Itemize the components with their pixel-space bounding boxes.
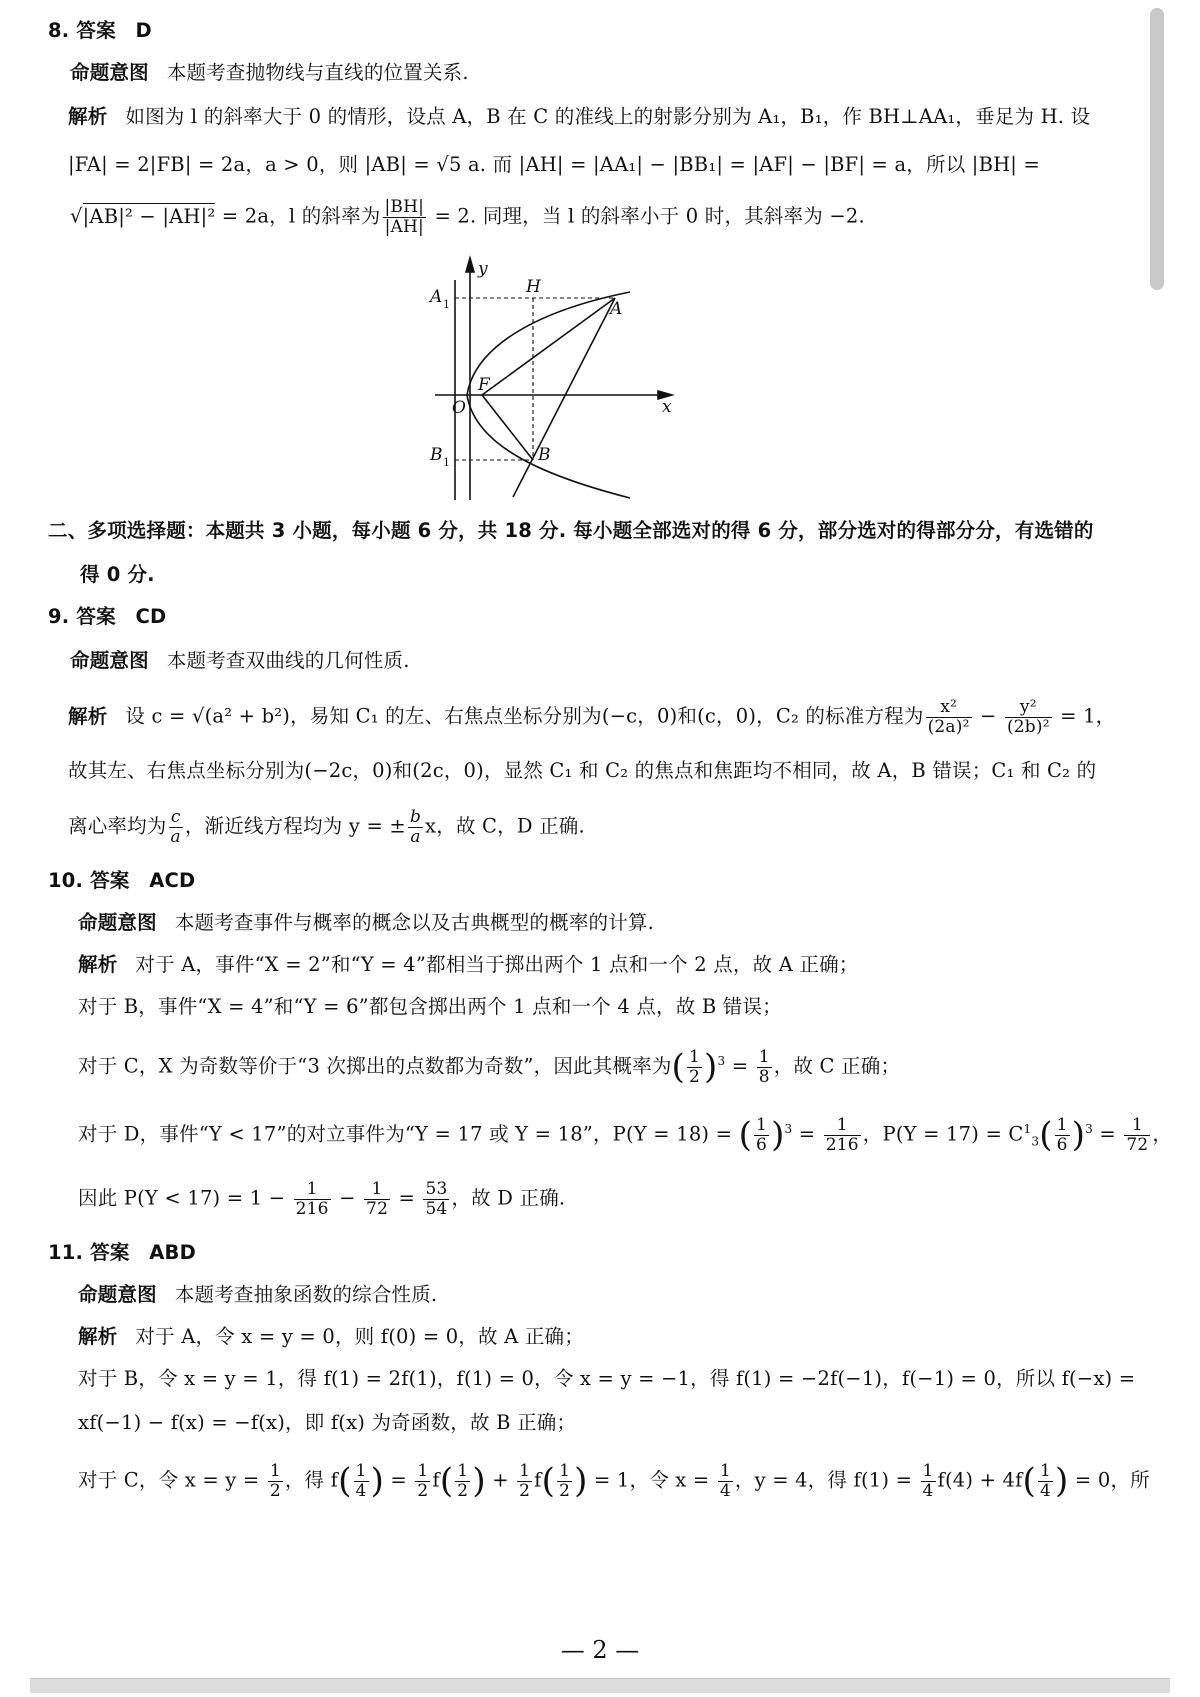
label-H: H xyxy=(526,277,541,297)
fraction xyxy=(757,1048,772,1086)
text: + xyxy=(485,1468,516,1492)
fraction xyxy=(1124,1116,1150,1154)
q10-line4 xyxy=(78,1114,1172,1156)
numerator: 1 xyxy=(519,1461,531,1481)
text: ，故 C 正确； xyxy=(773,1054,901,1078)
q8-answer: 8. 答案 D xyxy=(48,19,152,42)
fraction xyxy=(1055,1116,1070,1154)
text: 离心率均为 xyxy=(68,814,167,838)
fraction xyxy=(926,698,972,736)
text: − xyxy=(973,704,1003,728)
numerator: 1 xyxy=(1124,1116,1150,1136)
section2-heading-line2: 得 0 分. xyxy=(80,563,155,586)
text: ，故 D 正确. xyxy=(451,1186,566,1210)
segment-FA xyxy=(482,298,615,395)
numerator: c xyxy=(169,808,183,828)
q10-intent xyxy=(78,908,654,938)
q8-intent xyxy=(70,58,469,88)
text: 对于 A，事件“X = 2”和“Y = 4”都相当于掷出两个 1 点和一个 2 点，故 A 正确； xyxy=(135,953,859,976)
denominator: 2 xyxy=(269,1480,281,1501)
denominator: 2 xyxy=(559,1480,571,1501)
intent-label: 命题意图 xyxy=(78,1283,157,1306)
q9-line3 xyxy=(68,808,585,846)
text: f xyxy=(534,1468,542,1492)
label-B1-sub: 1 xyxy=(443,456,450,469)
denominator: 4 xyxy=(355,1480,367,1501)
text: 对于 A，令 x = y = 0，则 f(0) = 0，故 A 正确； xyxy=(135,1325,584,1348)
denominator: 216 xyxy=(295,1198,329,1219)
numerator: 1 xyxy=(417,1461,429,1481)
denominator: 4 xyxy=(922,1480,934,1501)
text: = 1， xyxy=(1053,704,1116,728)
label-B: B xyxy=(538,445,551,465)
paren-close: ) xyxy=(370,1461,385,1502)
numerator: 1 xyxy=(758,1046,770,1067)
numerator: 1 xyxy=(719,1461,731,1481)
text: 对于 D，事件“Y < 17”的对立事件为“Y = 17 或 Y = 18”，P(Y = 18) = xyxy=(78,1122,739,1146)
fraction xyxy=(268,1462,283,1500)
q9-line2: 故其左、右焦点坐标分别为(−2c，0)和(2c，0)，显然 C₁ 和 C₂ 的焦点和焦距均不相同，故 A，B 错误；C₁ 和 C₂ 的 xyxy=(68,759,1097,782)
q10-line1 xyxy=(78,950,859,980)
numerator: |BH| xyxy=(384,197,425,217)
fraction xyxy=(169,808,183,846)
fraction xyxy=(364,1180,390,1218)
intent-text: 本题考查事件与概率的概念以及古典概型的概率的计算. xyxy=(174,911,655,934)
exponent: 3 xyxy=(1085,1122,1094,1136)
text: ，得 f xyxy=(284,1468,339,1492)
denominator: 2 xyxy=(457,1480,469,1501)
line-l xyxy=(513,298,615,497)
analysis-label: 解析 xyxy=(78,1325,118,1348)
text: ，P(Y = 17) = C xyxy=(862,1122,1024,1146)
fraction xyxy=(408,808,423,846)
text: ，渐近线方程均为 y = ± xyxy=(184,814,406,838)
label-A1: A xyxy=(430,287,443,307)
denominator: 4 xyxy=(1040,1480,1052,1501)
q10-line3 xyxy=(78,1046,900,1086)
fraction xyxy=(455,1462,470,1500)
denominator: 2 xyxy=(417,1480,429,1501)
text: = xyxy=(392,1186,422,1210)
paren-open: ( xyxy=(1039,1115,1053,1155)
fraction xyxy=(1038,1462,1053,1500)
numerator: 1 xyxy=(457,1461,469,1481)
vertical-scrollbar-thumb[interactable] xyxy=(1150,8,1164,290)
denominator: 4 xyxy=(719,1480,731,1501)
text: f(4) + 4f xyxy=(937,1468,1023,1492)
fraction xyxy=(687,1048,702,1086)
fraction xyxy=(754,1116,769,1154)
q10-line2: 对于 B，事件“X = 4”和“Y = 6”都包含掷出两个 1 点和一个 4 点，故 B 错误； xyxy=(78,995,782,1018)
denominator: a xyxy=(410,826,421,847)
numerator: 1 xyxy=(1040,1461,1052,1481)
text: = 2a，l 的斜率为 xyxy=(215,204,381,228)
text: = 1，令 x = xyxy=(587,1468,716,1492)
text: = xyxy=(725,1054,755,1078)
label-x: x xyxy=(662,397,672,417)
q9-answer: 9. 答案 CD xyxy=(48,605,167,628)
label-F: F xyxy=(478,375,490,395)
analysis-label: 解析 xyxy=(68,105,108,128)
y-axis-arrow xyxy=(466,258,474,272)
text: ，y = 4，得 f(1) = xyxy=(734,1468,919,1492)
denominator: (2a)² xyxy=(927,716,970,737)
fraction xyxy=(1005,698,1052,736)
paren-open: ( xyxy=(671,1047,686,1087)
q11-line4 xyxy=(78,1462,1150,1500)
radicand: |AB|² − |AH|² xyxy=(82,204,216,228)
q9-intent xyxy=(70,646,410,676)
label-A1-sub: 1 xyxy=(443,298,450,311)
superscript: 1 xyxy=(1023,1122,1032,1136)
numerator: 1 xyxy=(269,1461,281,1481)
q11-line1 xyxy=(78,1322,584,1352)
intent-label: 命题意图 xyxy=(78,911,157,934)
numerator: 1 xyxy=(756,1114,768,1135)
paren-open: ( xyxy=(1022,1461,1037,1502)
text: 因此 P(Y < 17) = 1 − xyxy=(78,1186,292,1210)
horizontal-scrollbar[interactable] xyxy=(30,1678,1170,1693)
q8-line3 xyxy=(70,198,865,236)
q8-line2: |FA| = 2|FB| = 2a，a > 0，则 |AB| = √5 a. 而 |AH| = |AA₁| − |BB₁| = |AF| − |BF| = a，所以 |BH| = xyxy=(68,153,1041,176)
numerator: y² xyxy=(1005,698,1052,718)
parabola-figure xyxy=(420,250,720,550)
fraction xyxy=(718,1462,733,1500)
paren-close: ) xyxy=(704,1047,718,1087)
exponent: 3 xyxy=(717,1054,726,1068)
numerator: 1 xyxy=(559,1461,571,1481)
numerator: b xyxy=(409,807,422,827)
exponent: 3 xyxy=(784,1122,793,1136)
denominator: 2 xyxy=(519,1480,531,1501)
intent-text: 本题考查双曲线的几何性质. xyxy=(166,649,410,672)
denominator: 2 xyxy=(689,1066,701,1087)
q10-answer: 10. 答案 ACD xyxy=(48,869,196,892)
analysis-label: 解析 xyxy=(78,953,118,976)
denominator: 54 xyxy=(425,1198,448,1219)
paren-open: ( xyxy=(738,1115,753,1155)
text: = 2. 同理，当 l 的斜率小于 0 时，其斜率为 −2. xyxy=(428,204,865,228)
intent-text: 本题考查抛物线与直线的位置关系. xyxy=(166,61,469,84)
paren-close: ) xyxy=(1055,1461,1069,1502)
intent-text: 本题考查抽象函数的综合性质. xyxy=(174,1283,438,1306)
fraction xyxy=(921,1462,936,1500)
denominator: 6 xyxy=(1056,1134,1068,1155)
analysis-label: 解析 xyxy=(68,704,108,728)
paren-close: ) xyxy=(1071,1115,1086,1155)
fraction xyxy=(824,1116,861,1154)
fraction xyxy=(383,198,427,236)
numerator: 1 xyxy=(294,1180,331,1200)
paren-open: ( xyxy=(541,1461,556,1502)
fraction xyxy=(557,1462,572,1500)
sqrt-sign: √ xyxy=(70,204,83,228)
fraction xyxy=(294,1180,331,1218)
text: − xyxy=(332,1186,363,1210)
page-number: — 2 — xyxy=(560,1636,640,1664)
text: ， xyxy=(1152,1122,1173,1146)
denominator: 216 xyxy=(825,1134,859,1155)
q11-intent xyxy=(78,1280,437,1310)
numerator: 1 xyxy=(1056,1114,1068,1135)
denominator: 8 xyxy=(758,1066,770,1087)
label-y: y xyxy=(478,259,488,279)
text: = xyxy=(1093,1122,1123,1146)
numerator: 53 xyxy=(425,1179,448,1199)
paren-close: ) xyxy=(574,1461,588,1502)
text: = xyxy=(792,1122,822,1146)
q8-analysis-line1 xyxy=(68,102,1090,132)
intent-label: 命题意图 xyxy=(70,61,149,84)
q8-text-line1: 如图为 l 的斜率大于 0 的情形，设点 A，B 在 C 的准线上的射影分别为 A₁，B₁，作 BH⊥AA₁，垂足为 H. 设 xyxy=(125,105,1091,128)
paren-open: ( xyxy=(439,1461,454,1502)
q11-line2: 对于 B，令 x = y = 1，得 f(1) = 2f(1)，f(1) = 0，令 x = y = −1，得 f(1) = −2f(−1)，f(−1) = 0，所以 f(−x) = xyxy=(78,1367,1136,1390)
fraction xyxy=(354,1462,369,1500)
fraction xyxy=(415,1462,430,1500)
numerator: 1 xyxy=(824,1116,861,1136)
q11-answer: 11. 答案 ABD xyxy=(48,1241,196,1264)
subscript: 3 xyxy=(1031,1134,1040,1149)
q10-line5 xyxy=(78,1180,565,1218)
numerator: 1 xyxy=(689,1046,701,1067)
denominator: 6 xyxy=(756,1134,768,1155)
fraction xyxy=(423,1180,449,1218)
text: = 0，所 xyxy=(1068,1468,1150,1492)
numerator: 1 xyxy=(364,1180,390,1200)
text: f xyxy=(432,1468,440,1492)
text: 对于 C，X 为奇数等价于“3 次掷出的点数都为奇数”，因此其概率为 xyxy=(78,1054,672,1078)
numerator: 1 xyxy=(355,1461,367,1481)
paren-open: ( xyxy=(338,1461,352,1502)
paren-close: ) xyxy=(472,1461,486,1502)
paren-close: ) xyxy=(771,1115,785,1155)
section2-heading-line1: 二、多项选择题：本题共 3 小题，每小题 6 分，共 18 分. 每小题全部选对的得 6 分，部分选对的得部分分，有选错的 xyxy=(48,519,1094,542)
numerator: 1 xyxy=(922,1461,934,1481)
q11-line3: xf(−1) − f(x) = −f(x)，即 f(x) 为奇函数，故 B 正确； xyxy=(78,1411,577,1434)
denominator: 72 xyxy=(366,1198,389,1219)
label-O: O xyxy=(452,398,466,418)
text: = xyxy=(384,1468,414,1492)
text: 设 c = √(a² + b²)，易知 C₁ 的左、右焦点坐标分别为(−c，0)和(c，0)，C₂ 的标准方程为 xyxy=(125,704,924,728)
text: x，故 C，D 正确. xyxy=(425,814,585,838)
label-B1: B xyxy=(430,445,443,465)
intent-label: 命题意图 xyxy=(70,649,149,672)
denominator: 72 xyxy=(1126,1134,1149,1155)
denominator: (2b)² xyxy=(1006,716,1050,737)
text: 对于 C，令 x = y = xyxy=(78,1468,266,1492)
fraction xyxy=(517,1462,532,1500)
q9-line1 xyxy=(68,698,1115,736)
denominator: |AH| xyxy=(384,216,424,237)
denominator: a xyxy=(170,826,181,847)
numerator: x² xyxy=(926,698,972,718)
label-A: A xyxy=(610,299,623,319)
